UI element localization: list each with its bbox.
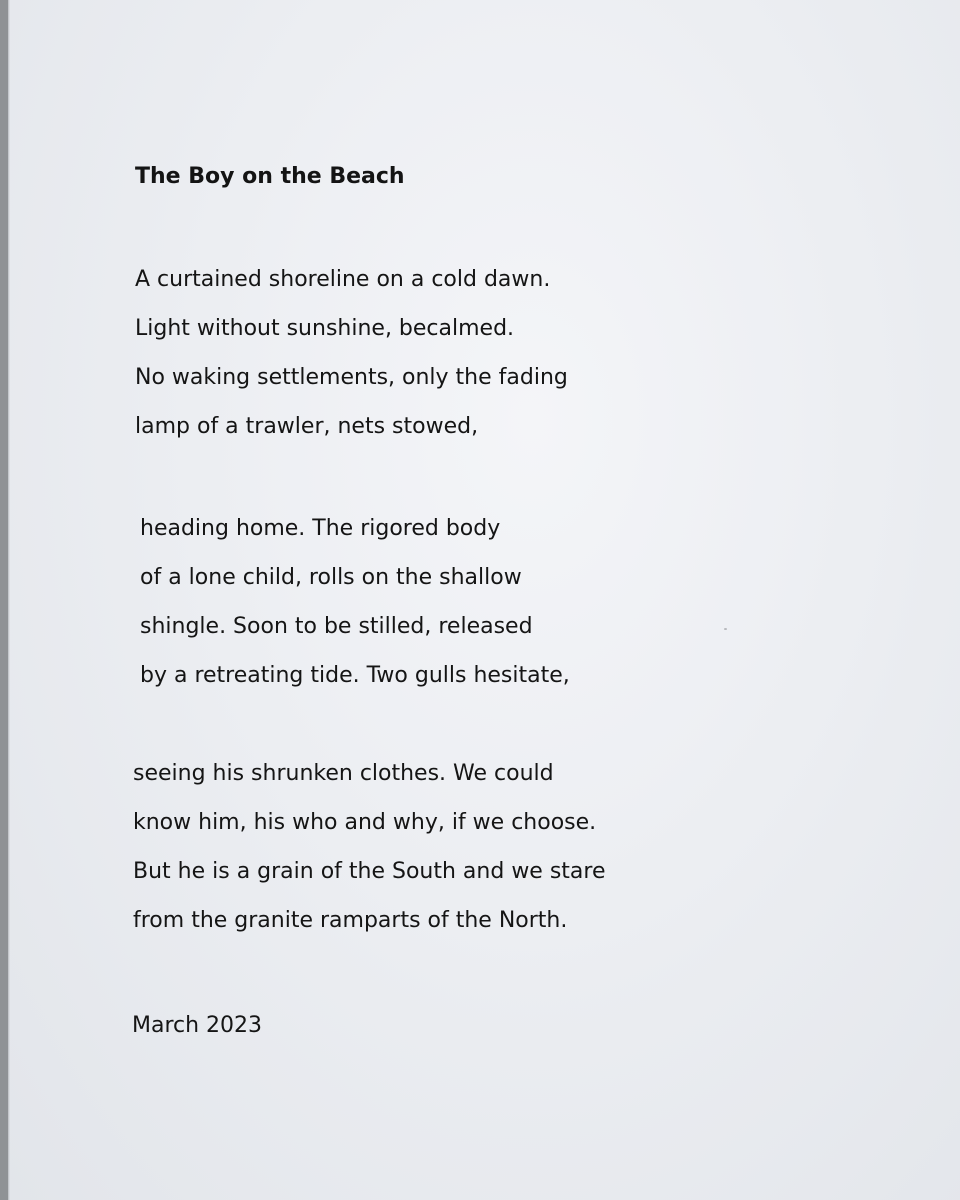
poem-line: from the granite ramparts of the North. (133, 908, 568, 933)
poem-line: But he is a grain of the South and we stare (133, 859, 606, 884)
poem-line: lamp of a trawler, nets stowed, (135, 414, 479, 439)
stanza-2 (140, 513, 570, 709)
poem-line: No waking settlements, only the fading (135, 365, 568, 390)
poem-line: A curtained shoreline on a cold dawn. (135, 267, 551, 292)
paper-edge (8, 0, 10, 1200)
poem-date: March 2023 (132, 1013, 263, 1038)
poem-line: by a retreating tide. Two gulls hesitate, (140, 663, 570, 688)
poem-line: seeing his shrunken clothes. We could (133, 761, 554, 786)
poem-title: The Boy on the Beach (135, 164, 405, 189)
poem-line: shingle. Soon to be stilled, released (140, 614, 533, 639)
stanza-1 (135, 264, 568, 460)
poem-line: Light without sunshine, becalmed. (135, 316, 515, 341)
poem-line: of a lone child, rolls on the shallow (140, 565, 522, 590)
poem-line: heading home. The rigored body (140, 516, 501, 541)
stanza-3 (133, 758, 606, 954)
paper-speck (724, 628, 727, 630)
poem-line: know him, his who and why, if we choose. (133, 810, 597, 835)
paper-sheet (8, 0, 960, 1200)
